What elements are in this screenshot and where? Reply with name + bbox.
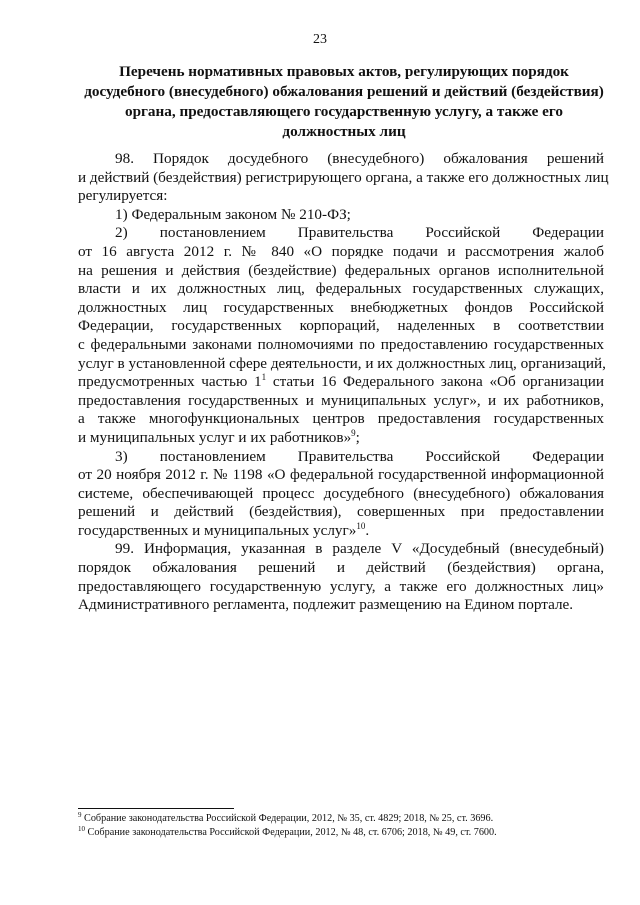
text-line [78,168,609,188]
line-text: власти и их должностных лиц, федеральных государственных служащих, [78,280,604,298]
line-text: и действий (бездействия) регистрирующего органа, а также его должностных лиц [78,168,609,186]
line-text: с федеральными законами полномочиями по предоставлению государственных [78,335,604,353]
text-line [78,187,604,206]
text-line [78,336,604,355]
text-line [78,373,604,392]
footnote-reference: 9 [351,427,356,438]
text-line [78,522,604,541]
line-text: порядок обжалования решений и действий (бездействия) органа, [78,559,604,577]
line-text: на решения и действия (бездействие) федеральных органов исполнительной [78,261,604,279]
text-line [78,596,604,615]
footnote [78,812,604,826]
text-line [78,243,604,262]
text-line [78,485,604,504]
line-text: 3) постановлением Правительства Российской Федерации [115,447,604,465]
line-text-after: ; [355,428,360,446]
footnote-text: Собрание законодательства Российской Федерации, 2012, № 48, ст. 6706; 2018, № 49, ст. 7600. [85,827,497,838]
footnote-text: Собрание законодательства Российской Федерации, 2012, № 35, ст. 4829; 2018, № 25, ст. 3696. [81,813,494,824]
footnote-divider [78,808,234,809]
footnote-mark: 10 [78,825,85,833]
line-text: должностных лиц государственных внебюджетных фондов Российской [78,298,604,316]
footnote [78,826,604,840]
text-line [78,206,604,225]
line-text: 2) постановлением Правительства Российской Федерации [115,224,604,242]
line-text: Административного регламента, подлежит размещению на Едином портале. [78,596,574,614]
title-line: досудебного (внесудебного) обжалования решений и действий (бездействия) [84,83,604,100]
text-line [78,410,604,429]
text-line [78,540,604,559]
text-line [78,559,604,578]
text-line [78,299,604,318]
line-text: системе, обеспечивающей процесс досудебного (внесудебного) обжалования [78,484,604,502]
text-line [78,578,604,597]
text-line [78,262,604,281]
text-line [78,150,604,169]
text-line [78,280,604,299]
line-text: предусмотренных частью 1 [78,373,262,391]
line-text: а также многофункциональных центров предоставления государственных [78,410,604,428]
footnote-reference: 1 [261,372,267,383]
text-line [78,466,604,485]
page-number: 23 [313,32,327,47]
text-line [78,429,604,448]
footnotes [78,812,604,840]
line-text: решений и действий (бездействия), совершенных при предоставлении [78,503,604,521]
text-line [78,503,604,522]
text-line [78,317,604,336]
text-line [78,448,604,467]
line-text-after: статьи 16 Федерального закона «Об организации [266,373,604,391]
line-text: Федерации, государственных корпораций, наделенных в соответствии [78,317,604,335]
document-title [78,62,610,142]
line-text: государственных и муниципальных услуг» [78,521,357,539]
line-text: 98. Порядок досудебного (внесудебного) обжалования решений [115,150,604,167]
footnote-reference: 10 [356,520,366,531]
text-line [78,224,604,243]
line-text: 1) Федеральным законом № 210-ФЗ; [115,205,351,223]
line-text: услуг в установленной сфере деятельности, и их должностных лиц, организаций, [78,354,606,372]
line-text: 99. Информация, указанная в разделе V «Досудебный (внесудебный) [115,540,604,558]
line-text: регулируется: [78,187,168,205]
body-text [78,150,609,615]
footnote-mark: 9 [78,811,82,819]
text-line [78,392,604,411]
text-line [78,355,604,374]
title-line: Перечень нормативных правовых актов, регулирующих порядок [119,63,569,80]
line-text: и муниципальных услуг и их работников» [78,428,352,446]
line-text: предоставления государственных и муниципальных услуг», и их работников, [78,391,604,409]
line-text: предоставляющего государственную услугу, а также его должностных лиц» [78,577,604,595]
title-line: должностных лиц [282,123,406,140]
line-text: от 16 августа 2012 г. № 840 «О порядке подачи и рассмотрения жалоб [78,242,604,260]
title-line: органа, предоставляющего государственную услугу, а также его [124,103,564,120]
line-text-after: . [365,521,370,539]
line-text: от 20 ноября 2012 г. № 1198 «О федеральной государственной информационной [78,466,604,484]
